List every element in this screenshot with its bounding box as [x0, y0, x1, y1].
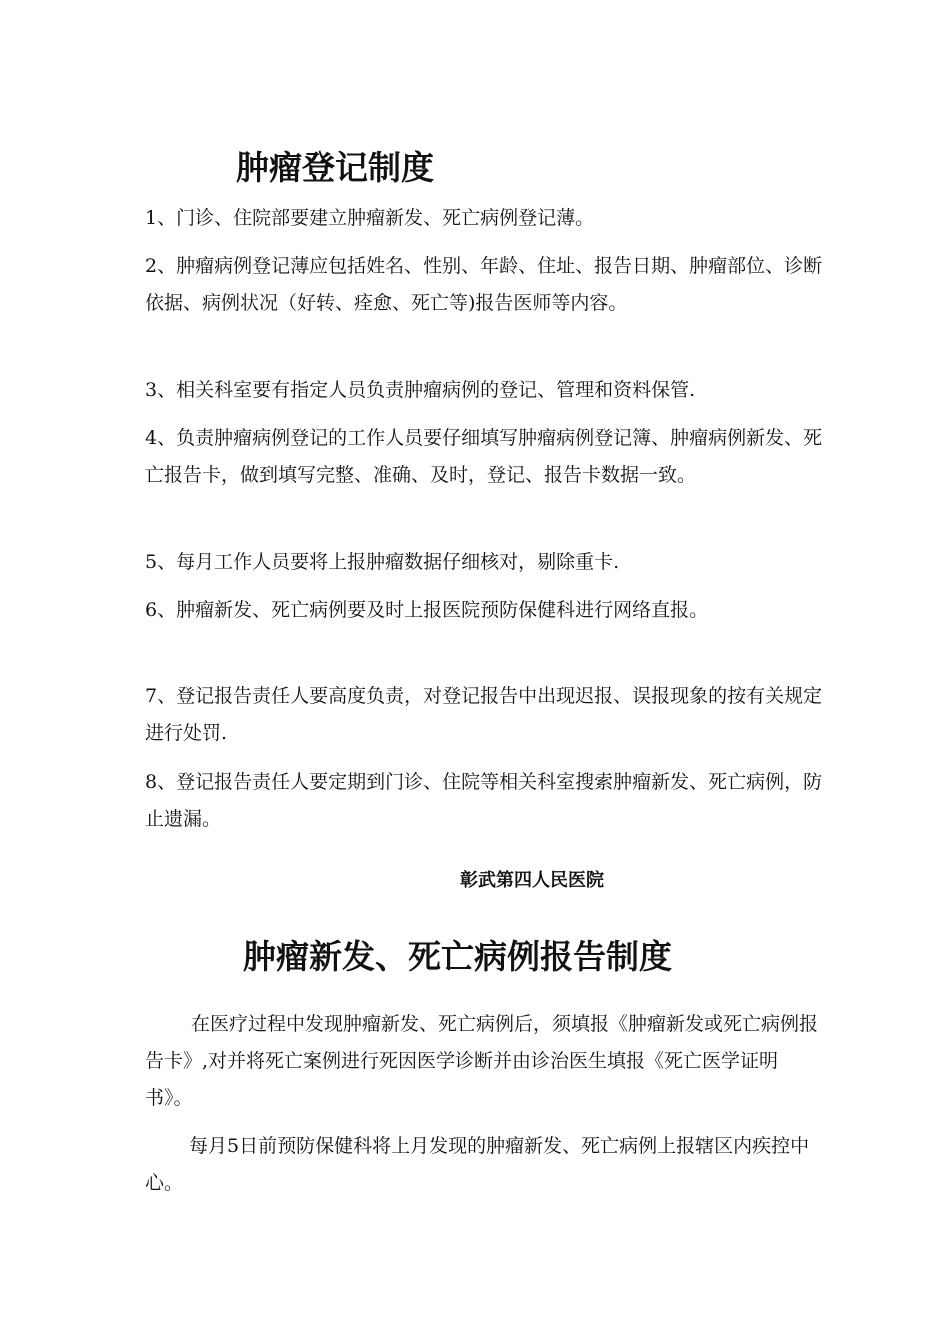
report-paragraph-1: 在医疗过程中发现肿瘤新发、死亡病例后，须填报《肿瘤新发或死亡病例报告卡》,对并将死亡案例进行死因医学诊断并由诊治医生填报《死亡医学证明书》。	[145, 1013, 819, 1109]
rule-item-4: 4、负责肿瘤病例登记的工作人员要仔细填写肿瘤病例登记簿、肿瘤病例新发、死亡报告卡，做到填写完整、准确、及时，登记、报告卡数据一致。	[145, 427, 823, 486]
rule-item-6: 6、肿瘤新发、死亡病例要及时上报医院预防保健科进行网络直报。	[145, 599, 709, 621]
rule-item-7: 7、登记报告责任人要高度负责，对登记报告中出现迟报、误报现象的按有关规定进行处罚.	[145, 685, 823, 744]
rule-item-5: 5、每月工作人员要将上报肿瘤数据仔细核对，剔除重卡.	[145, 551, 620, 573]
report-paragraph-2: 每月5日前预防保健科将上月发现的肿瘤新发、死亡病例上报辖区内疾控中心。	[145, 1135, 810, 1194]
rule-item-2: 2、肿瘤病例登记薄应包括姓名、性别、年龄、住址、报告日期、肿瘤部位、诊断依据、病例状况（好转、痊愈、死亡等)报告医师等内容。	[145, 255, 823, 314]
rule-item-3: 3、相关科室要有指定人员负责肿瘤病例的登记、管理和资料保管.	[145, 379, 696, 401]
hospital-signature: 彰武第四人民医院	[460, 870, 604, 891]
section1-title: 肿瘤登记制度	[236, 148, 434, 187]
rule-item-1: 1、门诊、住院部要建立肿瘤新发、死亡病例登记薄。	[145, 207, 595, 229]
rule-item-8: 8、登记报告责任人要定期到门诊、住院等相关科室搜索肿瘤新发、死亡病例，防止遗漏。	[145, 771, 823, 830]
section2-title: 肿瘤新发、死亡病例报告制度	[243, 937, 672, 976]
